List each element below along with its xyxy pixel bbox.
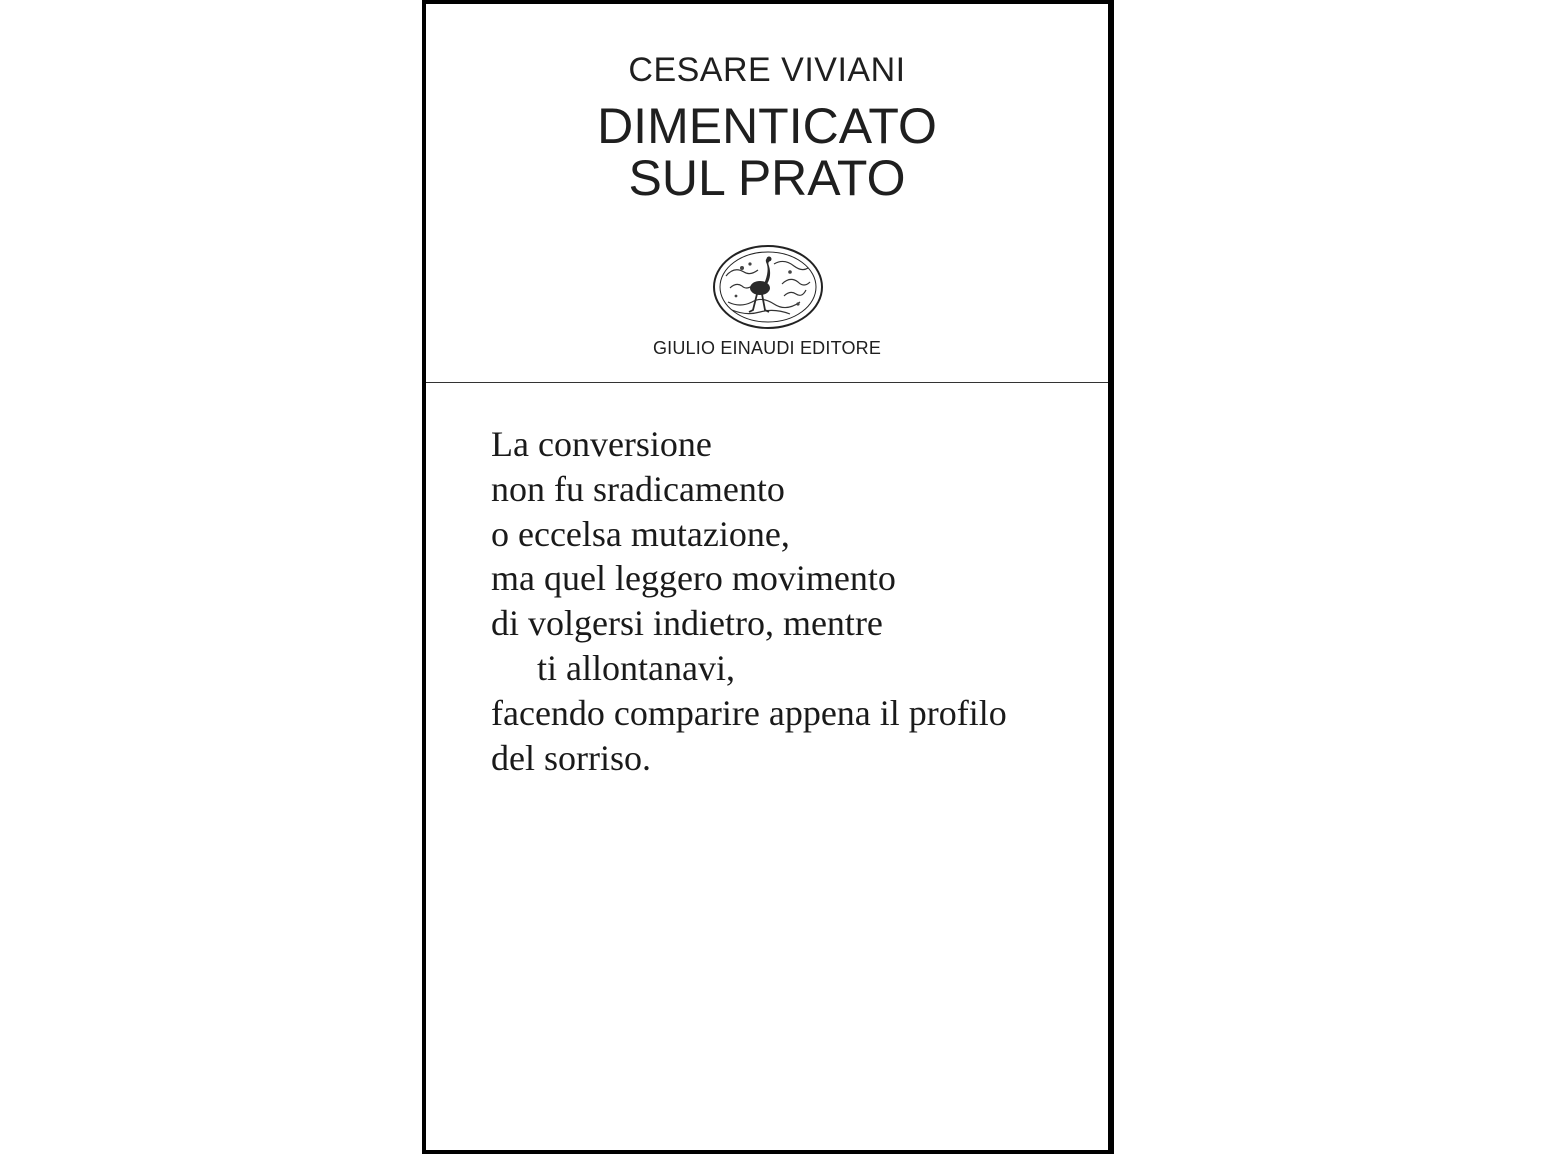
- book-title: [426, 100, 1108, 204]
- poem-line-1: La conversione: [491, 424, 712, 464]
- poem-line-3: o eccelsa mutazione,: [491, 513, 790, 554]
- cover-divider: [426, 382, 1108, 383]
- poem-line-5: di volgersi indietro, mentre: [491, 603, 883, 644]
- book-cover: [422, 0, 1114, 1154]
- poem-excerpt: [491, 422, 1007, 780]
- poem-line-6: ti allontanavi,: [537, 647, 735, 688]
- poem-line-4: ma quel leggero movimento: [491, 558, 896, 599]
- poem-line-7: facendo comparire appena il profilo: [491, 692, 1007, 733]
- publisher-name: GIULIO EINAUDI EDITORE: [652, 338, 882, 358]
- author-name: CESARE VIVIANI: [628, 51, 906, 89]
- book-title-line-2: SUL PRATO: [628, 150, 906, 206]
- poem-line-2: non fu sradicamento: [491, 468, 785, 509]
- book-title-line-1: DIMENTICATO: [597, 98, 937, 154]
- einaudi-ostrich-seal-icon: [712, 244, 824, 330]
- poem-line-8: del sorriso.: [491, 737, 651, 778]
- cover-panel: [426, 4, 1108, 1150]
